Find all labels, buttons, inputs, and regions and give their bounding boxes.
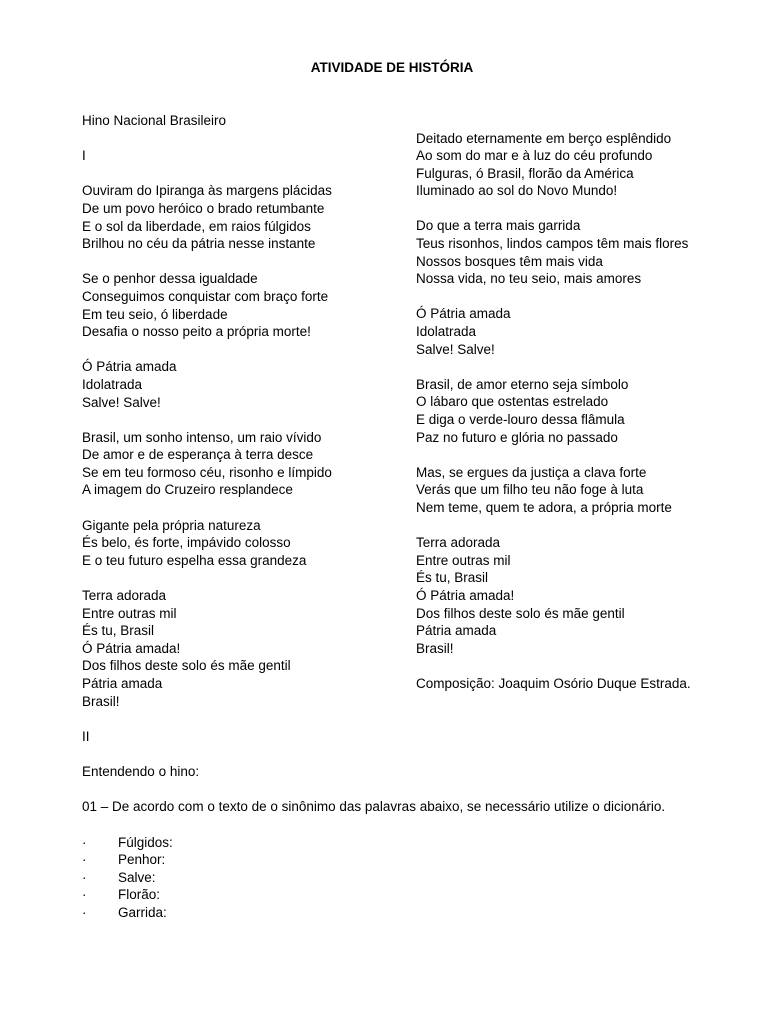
word-list-item <box>82 904 665 922</box>
left-verse-line: Terra adorada <box>82 588 167 604</box>
left-verse-line: És belo, és forte, impávido colosso <box>82 535 291 551</box>
right-verse-line: Fulguras, ó Brasil, florão da América <box>416 165 634 181</box>
bullet-mark: · <box>82 869 87 885</box>
left-verse-line: Brilhou no céu da pátria nesse instante <box>82 236 316 252</box>
right-verse-line: Entre outras mil <box>416 552 511 568</box>
bullet-mark: · <box>82 834 87 850</box>
page-title: ATIVIDADE DE HISTÓRIA <box>310 60 474 75</box>
right-verse-line: Verás que um filho teu não foge à luta <box>416 482 644 498</box>
word-label: Penhor: <box>118 852 166 868</box>
blank-line <box>416 657 706 675</box>
word-label: Florão: <box>118 887 161 903</box>
right-verse-line: Terra adorada <box>416 535 501 551</box>
question-01: 01 – De acordo com o texto de o sinônimo das palavras abaixo, se necessário utilize o dicionário. <box>82 799 666 815</box>
left-verse-line: Idolatrada <box>82 376 143 392</box>
left-verse-line: De amor e de esperança à terra desce <box>82 447 314 463</box>
right-verse-line: Brasil! <box>416 640 454 656</box>
blank-line <box>82 569 332 587</box>
word-list-item <box>82 869 665 887</box>
word-list-item <box>82 886 665 904</box>
left-verse-line: De um povo heróico o brado retumbante <box>82 200 325 216</box>
word-list-item <box>82 851 665 869</box>
left-verse-line: Ó Pátria amada <box>82 359 177 375</box>
right-verse-line: Idolatrada <box>416 324 477 340</box>
blank-line <box>416 517 706 535</box>
bullet-mark: · <box>82 887 87 903</box>
right-verse-line: Paz no futuro e glória no passado <box>416 429 618 445</box>
left-verse-line: Pátria amada <box>82 676 163 691</box>
blank-line <box>82 341 332 359</box>
right-verse-line: Ó Pátria amada! <box>416 587 515 603</box>
blank-line <box>82 165 332 183</box>
left-verse-line: Ouviram do Ipiranga às margens plácidas <box>82 183 332 199</box>
left-verse-line: I <box>82 148 86 164</box>
word-label: Salve: <box>118 869 156 885</box>
blank-line <box>82 130 332 148</box>
right-verse-line: Nossos bosques têm mais vida <box>416 253 603 269</box>
left-verse-line: Gigante pela própria natureza <box>82 517 261 533</box>
left-verse-line: Entre outras mil <box>82 605 177 621</box>
blank-line <box>82 499 332 517</box>
word-list-item <box>82 834 665 852</box>
right-verse-line: O lábaro que ostentas estrelado <box>416 394 609 410</box>
right-verse-line: Do que a terra mais garrida <box>416 218 581 234</box>
left-verse-line: Em teu seio, ó liberdade <box>82 306 228 322</box>
understanding-heading: Entendendo o hino: <box>82 764 200 780</box>
right-verse-line: Pátria amada <box>416 623 497 639</box>
bullet-mark: · <box>82 904 87 920</box>
right-verse-line: Nem teme, quem te adora, a própria morte <box>416 499 672 515</box>
right-verse-line: Nossa vida, no teu seio, mais amores <box>416 271 642 287</box>
right-verse-line: Salve! Salve! <box>416 341 495 357</box>
left-verse-line: Conseguimos conquistar com braço forte <box>82 288 329 304</box>
left-verse-line: Hino Nacional Brasileiro <box>82 113 227 128</box>
word-list <box>82 834 665 922</box>
right-verse-line: És tu, Brasil <box>416 570 489 586</box>
left-verse-line: És tu, Brasil <box>82 623 155 639</box>
left-verse-line: Dos filhos deste solo és mãe gentil <box>82 658 291 674</box>
bullet-mark: · <box>82 852 87 868</box>
blank-line <box>416 358 706 376</box>
left-verse-line: E o teu futuro espelha essa grandeza <box>82 552 307 568</box>
left-verse-line: A imagem do Cruzeiro resplandece <box>82 482 293 498</box>
word-label: Fúlgidos: <box>118 834 173 850</box>
left-verse-line: Brasil! <box>82 693 120 709</box>
blank-line <box>416 200 706 218</box>
right-verse-line: Ó Pátria amada <box>416 306 511 322</box>
anthem-left-column <box>82 112 332 710</box>
right-verse-line: E diga o verde-louro dessa flâmula <box>416 412 625 427</box>
left-verse-line: Ó Pátria amada! <box>82 640 181 656</box>
left-verse-line: Salve! Salve! <box>82 394 161 410</box>
right-verse-line: Mas, se ergues da justiça a clava forte <box>416 464 647 480</box>
left-verse-line: Desafia o nosso peito a própria morte! <box>82 324 311 340</box>
right-verse-line: Deitado eternamente em berço esplêndido <box>416 130 672 146</box>
word-label: Garrida: <box>118 904 167 920</box>
left-verse-line: Se em teu formoso céu, risonho e límpido <box>82 464 332 480</box>
activity-section <box>82 728 665 922</box>
right-verse-line: Dos filhos deste solo és mãe gentil <box>416 605 625 621</box>
section-numeral: II <box>82 729 90 744</box>
blank-line <box>82 253 332 271</box>
right-verse-line: Composição: Joaquim Osório Duque Estrada. <box>416 675 691 691</box>
blank-line <box>416 446 706 464</box>
anthem-right-column <box>416 130 706 693</box>
right-verse-line: Ao som do mar e à luz do céu profundo <box>416 148 653 164</box>
right-verse-line: Brasil, de amor eterno seja símbolo <box>416 376 629 392</box>
right-verse-line: Iluminado ao sol do Novo Mundo! <box>416 183 618 199</box>
blank-line <box>416 288 706 306</box>
right-verse-line: Teus risonhos, lindos campos têm mais flores <box>416 236 689 252</box>
left-verse-line: Se o penhor dessa igualdade <box>82 271 258 287</box>
blank-line <box>82 411 332 429</box>
left-verse-line: E o sol da liberdade, em raios fúlgidos <box>82 218 311 234</box>
left-verse-line: Brasil, um sonho intenso, um raio vívido <box>82 429 322 445</box>
